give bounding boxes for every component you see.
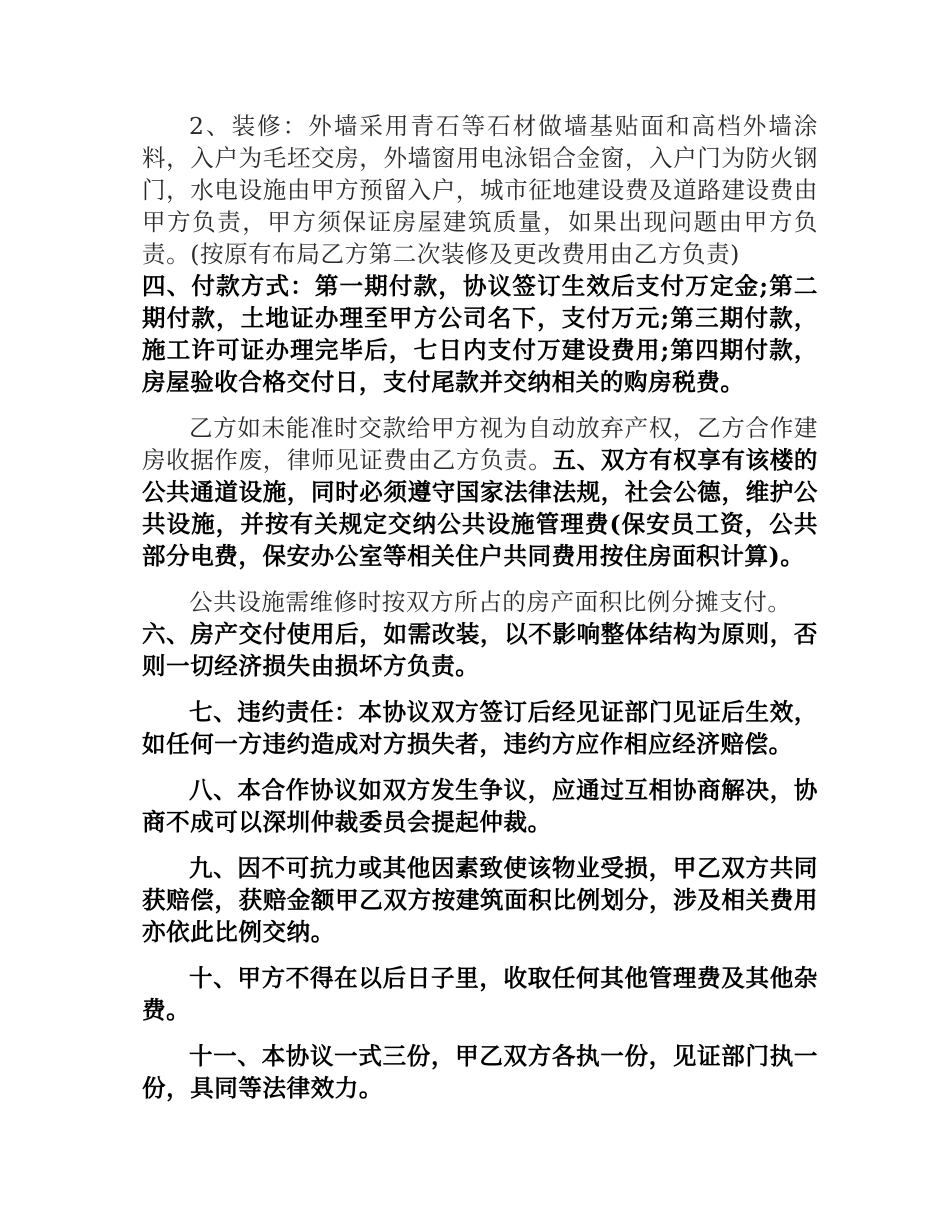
- payment-method-clause: 四、付款方式：第一期付款，协议签订生效后支付万定金;第二期付款，土地证办理至甲方公司名下，支付万元;第三期付款，施工许可证办理完毕后，七日内支付万建设费用;第四期付款，房屋验收合格交付日，支付尾款并交纳相关的购房税费。: [142, 272, 818, 396]
- public-facilities-clause: 五、双方有权享有该楼的公共通道设施，同时必须遵守国家法律法规，社会公德，维护公共设施，并按有关规定交纳公共设施管理费(保安员工资，公共部分电费，保安办公室等相关住户共同费用按住房面积计算)。: [142, 446, 818, 570]
- modification-clause: 六、房产交付使用后，如需改装，以不影响整体结构为原则，否则一切经济损失由损坏方负责。: [142, 620, 818, 680]
- paragraph-dispute-resolution: [142, 774, 818, 838]
- dispute-resolution-clause: 八、本合作协议如双方发生争议，应通过互相协商解决，协商不成可以深圳仲裁委员会提起仲裁。: [142, 776, 818, 836]
- force-majeure-clause: 九、因不可抗力或其他因素致使该物业受损，甲乙双方共同获赔偿，获赔金额甲乙双方按建筑面积比例划分，涉及相关费用亦依此比例交纳。: [142, 854, 818, 946]
- breach-liability-clause: 七、违约责任：本协议双方签订后经见证部门见证后生效，如任何一方违约造成对方损失者，违约方应作相应经济赔偿。: [142, 698, 818, 758]
- decoration-clause-text: 2、装修：外墙采用青石等石材做墙基贴面和高档外墙涂料，入户为毛坯交房，外墙窗用电泳铝合金窗，入户门为防火钢门，水电设施由甲方预留入户，城市征地建设费及道路建设费由甲方负责，甲方须保证房屋建筑质量，如果出现问题由甲方负责。(按原有布局乙方第二次装修及更改费用由乙方负责): [142, 112, 818, 268]
- document-page: [142, 110, 818, 1104]
- paragraph-maintenance-and-modification: [142, 586, 818, 682]
- paragraph-no-other-fees: [142, 962, 818, 1026]
- paragraph-late-payment-and-public-facilities: [142, 412, 818, 572]
- late-payment-text: 乙方如未能准时交款给甲方视为自动放弃产权，乙方合作建房收据作废，律师见证费由乙方负责。: [142, 414, 818, 474]
- paragraph-copies: [142, 1040, 818, 1104]
- paragraph-decoration-and-payment: [142, 110, 818, 398]
- no-other-fees-clause: 十、甲方不得在以后日子里，收取任何其他管理费及其他杂费。: [142, 964, 818, 1024]
- maintenance-share-text: 公共设施需维修时按双方所占的房产面积比例分摊支付。: [189, 588, 792, 616]
- paragraph-breach-liability: [142, 696, 818, 760]
- paragraph-force-majeure: [142, 852, 818, 948]
- copies-clause: 十一、本协议一式三份，甲乙双方各执一份，见证部门执一份，具同等法律效力。: [142, 1042, 818, 1102]
